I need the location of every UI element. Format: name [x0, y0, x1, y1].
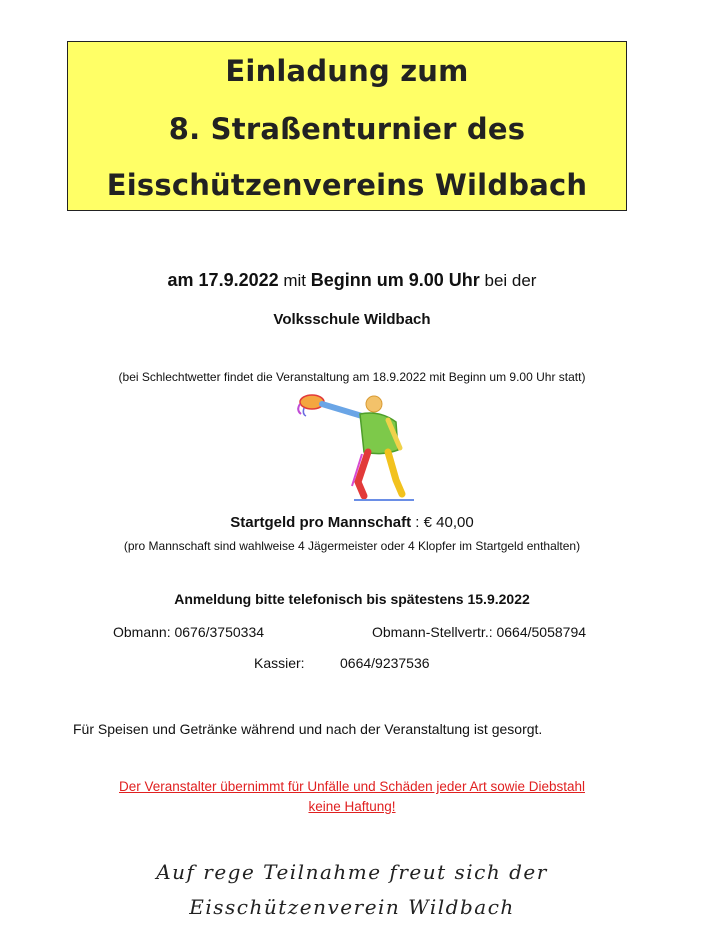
fee-note: (pro Mannschaft sind wahlweise 4 Jägermeister oder 4 Klopfer im Startgeld enthalten): [123, 539, 581, 553]
closing-line-2: Eisschützenverein Wildbach: [189, 895, 515, 919]
event-date: 17.9.2022: [198, 270, 279, 290]
obmann-contact: Obmann: 0676/3750334: [113, 624, 265, 640]
fee-separator: :: [411, 514, 424, 531]
event-suffix: bei der: [479, 271, 537, 290]
kassier-phone: 0664/9237536: [340, 655, 430, 671]
title-line-1: Einladung zum: [225, 54, 469, 88]
event-location: Volksschule Wildbach: [273, 311, 431, 328]
liability-disclaimer: [60, 777, 644, 817]
disclaimer-line-2: keine Haftung!: [308, 799, 396, 814]
event-mit: mit: [278, 271, 311, 290]
kassier-label: Kassier:: [254, 655, 305, 671]
bad-weather-note: (bei Schlechtwetter findet die Veranstaltung am 18.9.2022 mit Beginn um 9.00 Uhr statt): [118, 370, 586, 384]
disclaimer-line-1: Der Veranstalter übernimmt für Unfälle und Schäden jeder Art sowie Diebstahl: [119, 779, 585, 794]
fee-line: [0, 514, 704, 531]
title-line-2: 8. Straßenturnier des: [168, 112, 526, 146]
eisstock-player-illustration: [292, 390, 422, 505]
event-prefix: am: [167, 270, 199, 290]
stellvertreter-contact: Obmann-Stellvertr.: 0664/5058794: [372, 624, 587, 640]
registration-heading: Anmeldung bitte telefonisch bis spätestens 15.9.2022: [174, 591, 530, 607]
event-date-line: [0, 270, 704, 291]
fee-label: Startgeld pro Mannschaft: [230, 514, 412, 531]
food-note: Für Speisen und Getränke während und nach der Veranstaltung ist gesorgt.: [73, 721, 543, 737]
closing-line-1: Auf rege Teilnahme freut sich der: [156, 860, 548, 884]
event-start: Beginn um 9.00 Uhr: [310, 270, 480, 290]
title-line-3: Eisschützenvereins Wildbach: [106, 168, 588, 202]
title-box: [67, 41, 627, 211]
fee-amount: € 40,00: [423, 514, 474, 531]
